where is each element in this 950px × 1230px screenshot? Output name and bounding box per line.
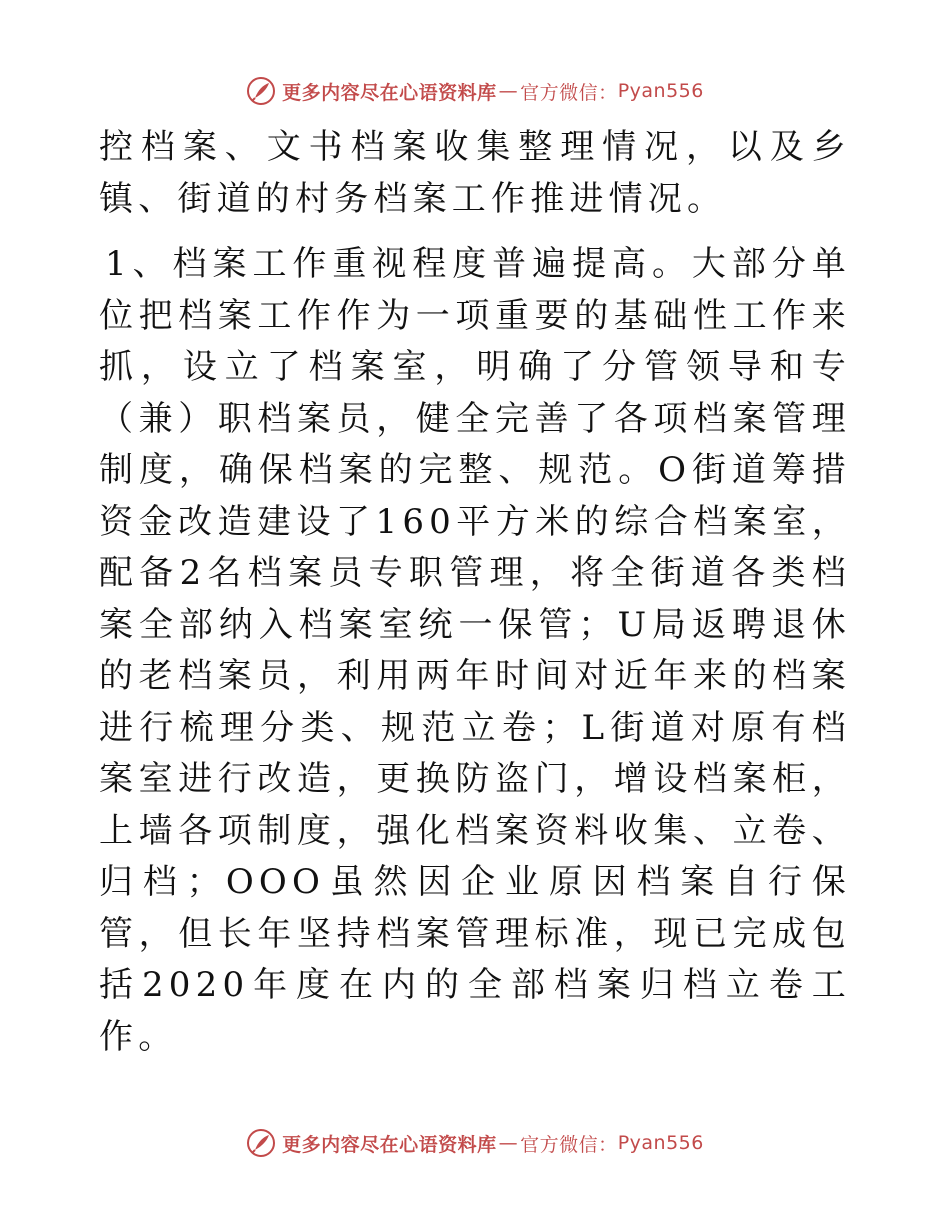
watermark-separator: —: [498, 80, 519, 102]
watermark-wechat-id: Pyan556: [617, 80, 704, 102]
watermark-site-text: 更多内容尽在心语资料库: [282, 1133, 497, 1156]
watermark-wechat-label: 官方微信：: [520, 1133, 618, 1156]
paragraph-continuation: 控档案、文书档案收集整理情况，以及乡镇、街道的村务档案工作推进情况。: [99, 127, 851, 219]
feather-pen-logo-icon: [246, 1128, 276, 1158]
document-body: [99, 122, 851, 1063]
watermark-wechat-id: Pyan556: [617, 1132, 704, 1154]
paragraph-archive-work: 1、档案工作重视程度普遍提高。大部分单位把档案工作作为一项重要的基础性工作来抓，设立了档案室，明确了分管领导和专（兼）职档案员，健全完善了各项档案管理制度，确保档案的完整、规范。O街道筹措资金改造建设了160平方米的综合档案室，配备2名档案员专职管理，将全街道各类档案全部纳入档案室统一保管；U局返聘退休的老档案员，利用两年时间对近年来的档案进行梳理分类、规范立卷；L街道对原有档案室进行改造，更换防盗门，增设档案柜，上墙各项制度，强化档案资料收集、立卷、归档；OOO虽然因企业原因档案自行保管，但长年坚持档案管理标准，现已完成包括2020年度在内的全部档案归档立卷工作。: [99, 244, 851, 1057]
footer-watermark: [0, 1128, 950, 1158]
watermark-separator: —: [498, 1132, 519, 1154]
header-watermark: [0, 76, 950, 106]
watermark-site-text: 更多内容尽在心语资料库: [282, 81, 497, 104]
feather-pen-logo-icon: [246, 76, 276, 106]
watermark-wechat-label: 官方微信：: [520, 81, 618, 104]
